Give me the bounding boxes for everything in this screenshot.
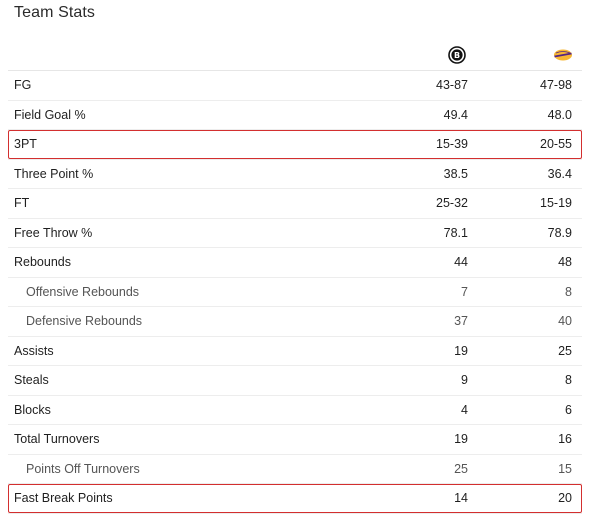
team2-value: 78.9 <box>547 225 572 240</box>
team1-value: 25 <box>454 461 468 476</box>
team1-value: 49.4 <box>443 107 468 122</box>
stat-label: Steals <box>14 373 49 387</box>
team1-value: 9 <box>461 373 468 387</box>
stat-label: Free Throw % <box>14 225 93 240</box>
stat-row <box>8 189 582 219</box>
team1-value: 19 <box>454 343 468 358</box>
stat-row <box>8 101 582 131</box>
stat-row <box>8 160 582 190</box>
nets-logo-icon <box>447 45 467 65</box>
team-stats-table <box>8 38 582 514</box>
stat-row <box>8 278 582 308</box>
lakers-logo-icon <box>553 45 573 65</box>
team1-value: 15-39 <box>436 137 468 151</box>
stat-label: Total Turnovers <box>14 432 100 446</box>
team1-value: 44 <box>454 255 468 269</box>
stat-row <box>8 307 582 337</box>
team1-value: 43-87 <box>436 78 468 92</box>
team1-value: 38.5 <box>443 166 468 181</box>
stat-label: FG <box>14 78 32 92</box>
stat-label: Defensive Rebounds <box>26 314 143 328</box>
stat-label: Fast Break Points <box>14 491 113 505</box>
stat-label: Rebounds <box>14 255 71 269</box>
team2-value: 36.4 <box>547 166 572 181</box>
stat-row <box>8 71 582 101</box>
svg-text:B: B <box>453 51 461 61</box>
team2-value: 40 <box>558 314 572 328</box>
team2-value: 8 <box>565 284 572 299</box>
stat-row <box>8 396 582 426</box>
stat-label: Offensive Rebounds <box>26 284 140 299</box>
team1-value: 25-32 <box>436 196 468 210</box>
team2-value: 48 <box>558 255 572 269</box>
team1-value: 78.1 <box>443 225 468 240</box>
stat-row <box>8 248 582 278</box>
stat-row <box>8 425 582 455</box>
stat-label: Field Goal % <box>14 107 86 122</box>
team1-value: 4 <box>461 402 468 417</box>
team2-value: 25 <box>558 343 572 358</box>
team2-value: 8 <box>565 373 572 387</box>
team1-value: 19 <box>454 432 468 446</box>
stat-label: Three Point % <box>14 166 94 181</box>
team2-value: 47-98 <box>540 78 572 92</box>
team2-value: 20-55 <box>540 137 572 151</box>
team1-value: 7 <box>461 284 468 299</box>
team2-value: 20 <box>558 491 572 505</box>
stat-label: Points Off Turnovers <box>26 461 140 476</box>
table-header <box>8 38 582 71</box>
stat-row <box>8 130 582 160</box>
stats-rows <box>8 71 582 514</box>
stat-label: Blocks <box>14 402 51 417</box>
stat-label: 3PT <box>14 137 37 151</box>
team2-value: 15-19 <box>540 196 572 210</box>
stat-row <box>8 484 582 514</box>
team2-value: 48.0 <box>547 107 572 122</box>
stat-row <box>8 337 582 367</box>
stat-row <box>8 219 582 249</box>
team2-value: 15 <box>558 461 572 476</box>
team1-value: 14 <box>454 491 468 505</box>
team2-value: 16 <box>558 432 572 446</box>
panel-title: Team Stats <box>14 4 96 21</box>
team2-value: 6 <box>565 402 572 417</box>
stat-label: Assists <box>14 343 54 358</box>
stat-row <box>8 455 582 485</box>
team1-value: 37 <box>454 314 468 328</box>
stat-row <box>8 366 582 396</box>
stat-label: FT <box>14 196 30 210</box>
